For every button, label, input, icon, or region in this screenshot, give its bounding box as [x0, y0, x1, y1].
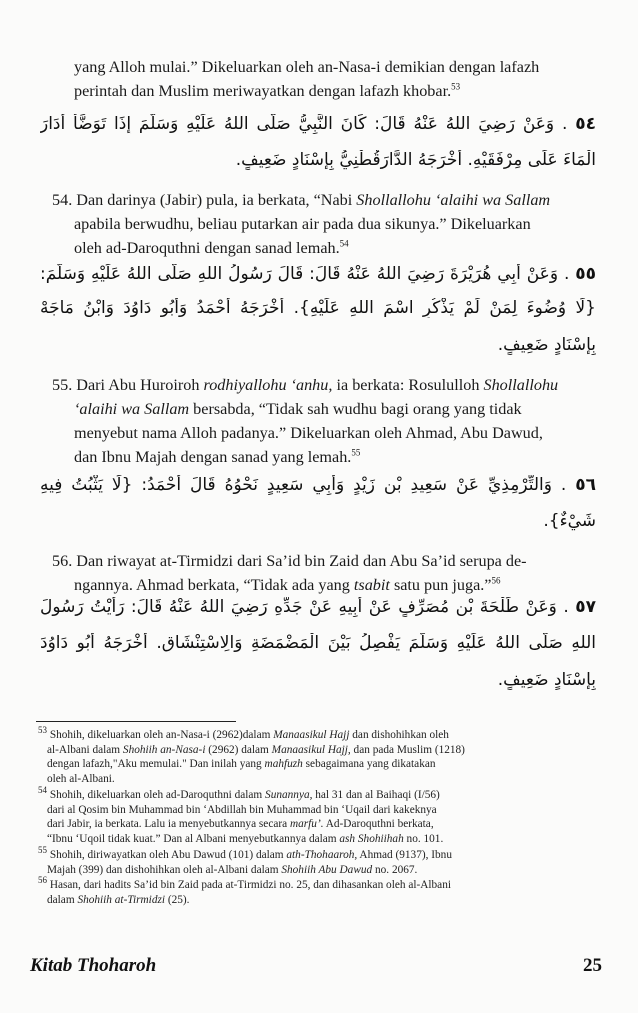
arabic-hadith-54-line-2: الْمَاءَ عَلَى مِرْفَقَيْهِ. أَخْرَجَهُ الدَّارَقُطْنِيُّ بِإِسْنَادٍ ضَعِيفٍ. [235, 150, 596, 170]
text-line: dan Ibnu Majah dengan sanad yang lemah.$^{55}$ [74, 447, 361, 466]
text-line: menyebut nama Alloh padanya.” Dikeluarkan oleh Ahmad, Abu Dawud, [74, 424, 543, 442]
translation-54 [52, 188, 584, 260]
footnote-mark: 56 [38, 875, 47, 886]
arabic-hadith-57-line-3: بِإِسْنَادٍ ضَعِيفٍ. [497, 670, 596, 690]
arabic-hadith-54-line-1: ٥٤ . وَعَنْ رَضِيَ اللهُ عَنْهُ قَالَ: كَانَ النَّبِيُّ صَلَّى اللهُ عَلَيْهِ وَسَلَّمَ إِذَا تَوَضَّأَ أَدَارَ [40, 114, 596, 134]
arabic-hadith-57-line-1: ٥٧ . وَعَنْ طَلْحَةَ بْنِ مُصَرِّفٍ عَنْ أَبِيهِ عَنْ جَدِّهِ رَضِيَ اللهُ عَنْهُ قَالَ: رَأَيْتُ رَسُولَ [40, 597, 596, 617]
arabic-hadith-55-line-2: {لَا وُضُوءَ لِمَنْ لَمْ يَذْكُرِ اسْمَ اللهِ عَلَيْهِ}. أَخْرَجَهُ أَحْمَدُ وَأَبُو دَاوُدَ وَابْنُ مَاجَهْ [40, 298, 596, 318]
hadith-number: ٥٧ [575, 597, 596, 617]
arabic-hadith-56-line-1: ٥٦ . وَالتِّرْمِذِيِّ عَنْ سَعِيدِ بْنِ زَيْدٍ وَأَبِي سَعِيدٍ نَحْوُهُ قَالَ أَحْمَدُ: {لَا يَثْبُتُ فِيهِ [40, 475, 596, 495]
hadith-number: ٥٤ [575, 114, 596, 134]
hadith-number: ٥٦ [575, 475, 596, 495]
footnote-mark: 53 [38, 725, 47, 736]
footnote-mark: 54 [38, 785, 47, 796]
text-line: 54. Dan darinya (Jabir) pula, ia berkata, “Nabi Shollallohu ‘alaihi wa Sallam [52, 191, 551, 209]
translation-55 [52, 373, 584, 469]
text-line: perintah dan Muslim meriwayatkan dengan lafazh khobar.$^{53}$ [74, 81, 461, 100]
text-line: 56. Dan riwayat at-Tirmidzi dari Sa’id bin Zaid dan Abu Sa’id serupa de- [52, 552, 527, 570]
text-line: ‘alaihi wa Sallam bersabda, “Tidak sah wudhu bagi orang yang tidak [74, 400, 522, 418]
page-number: 25 [583, 955, 602, 976]
text-line: 55. Dari Abu Huroiroh rodhiyallohu ‘anhu, ia berkata: Rosulullоh Shollallohu [52, 376, 559, 394]
arabic-hadith-55-line-3: بِإِسْنَادٍ ضَعِيفٍ. [497, 335, 596, 355]
arabic-hadith-56-line-2: شَيْءٌ}. [543, 511, 596, 531]
footnote-55: $^{55}$ Shohih, diriwayatkan oleh Abu Dawud (101) dalam ath-Thohaaroh, Ahmad (9137), Ibnu Majah (399) dan dishohihkan oleh al-Albani dalam Shohiih Abu Dawud no. 2067. [38, 845, 452, 876]
arabic-hadith-55-line-1: ٥٥ . وَعَنْ أَبِي هُرَيْرَةَ رَضِيَ اللهُ عَنْهُ قَالَ: قَالَ رَسُولُ اللهِ صَلَّى اللهُ عَلَيْهِ وَسَلَّمَ: [40, 264, 596, 284]
translation-continuation [52, 55, 584, 103]
footnote-ref: 53 [451, 81, 461, 92]
arabic-hadith-57-line-2: اللهِ صَلَّى اللهُ عَلَيْهِ وَسَلَّمَ يَفْصِلُ بَيْنَ الْمَضْمَضَةِ وَالِاسْتِنْشَاقِ. أَخْرَجَهُ أَبُو دَاوُدَ [40, 633, 596, 653]
footnote-54: $^{54}$ Shohih, dikeluarkan oleh ad-Daroquthni dalam Sunannya, hal 31 dan al Baihaqi (I/56) dari al Qosim bin Muhammad bin ‘Abdillah bin Muhammad bin ‘Uqail dari kakeknya dari Jabir, ia berkata. Lalu ia menyebutkannya secara marfu’. Ad-Daroquthni berkata, “Ibnu ‘Uqoil tidak kuat.” Dan al Albani menyebutkannya dalam ash Shohiihah no. 101. [38, 785, 444, 845]
hadith-number: ٥٥ [575, 264, 596, 284]
footnote-ref: 55 [351, 447, 361, 458]
text-line: yang Alloh mulai.” Dikeluarkan oleh an-Nasa-i demikian dengan lafazh [74, 58, 540, 76]
text-line: oleh ad-Daroquthni dengan sanad lemah.$^{54}$ [74, 238, 349, 257]
translation-56 [52, 549, 584, 597]
text-line: ngannya. Ahmad berkata, “Tidak ada yang tsabit satu pun juga.”$^{56}$ [74, 575, 501, 594]
footnote-mark: 55 [38, 845, 47, 856]
footnote-divider [36, 721, 236, 722]
book-title: Kitab Thoharoh [30, 955, 157, 976]
footnote-ref: 56 [491, 575, 501, 586]
text-line: apabila berwudhu, beliau putarkan air pada dua sikunya.” Dikeluarkan [74, 215, 531, 233]
footnote-ref: 54 [339, 238, 349, 249]
footnote-56: $^{56}$ Hasan, dari hadits Sa’id bin Zaid pada at-Tirmidzi no. 25, dan dihasankan oleh al-Albani dalam Shohiih at-Tirmidzi (25). [38, 875, 451, 906]
footnote-53: $^{53}$ Shohih, dikeluarkan oleh an-Nasa-i (2962)dalam Manaasikul Hajj dan dishohihkan oleh al-Albani dalam Shohiih an-Nasa-i (2962) dalam Manaasikul Hajj, dan pada Muslim (1218) dengan lafazh,"Aku memulai." Dan inilah yang mahfuzh sebagaimana yang dikatakan oleh al-Albani. [38, 725, 465, 785]
